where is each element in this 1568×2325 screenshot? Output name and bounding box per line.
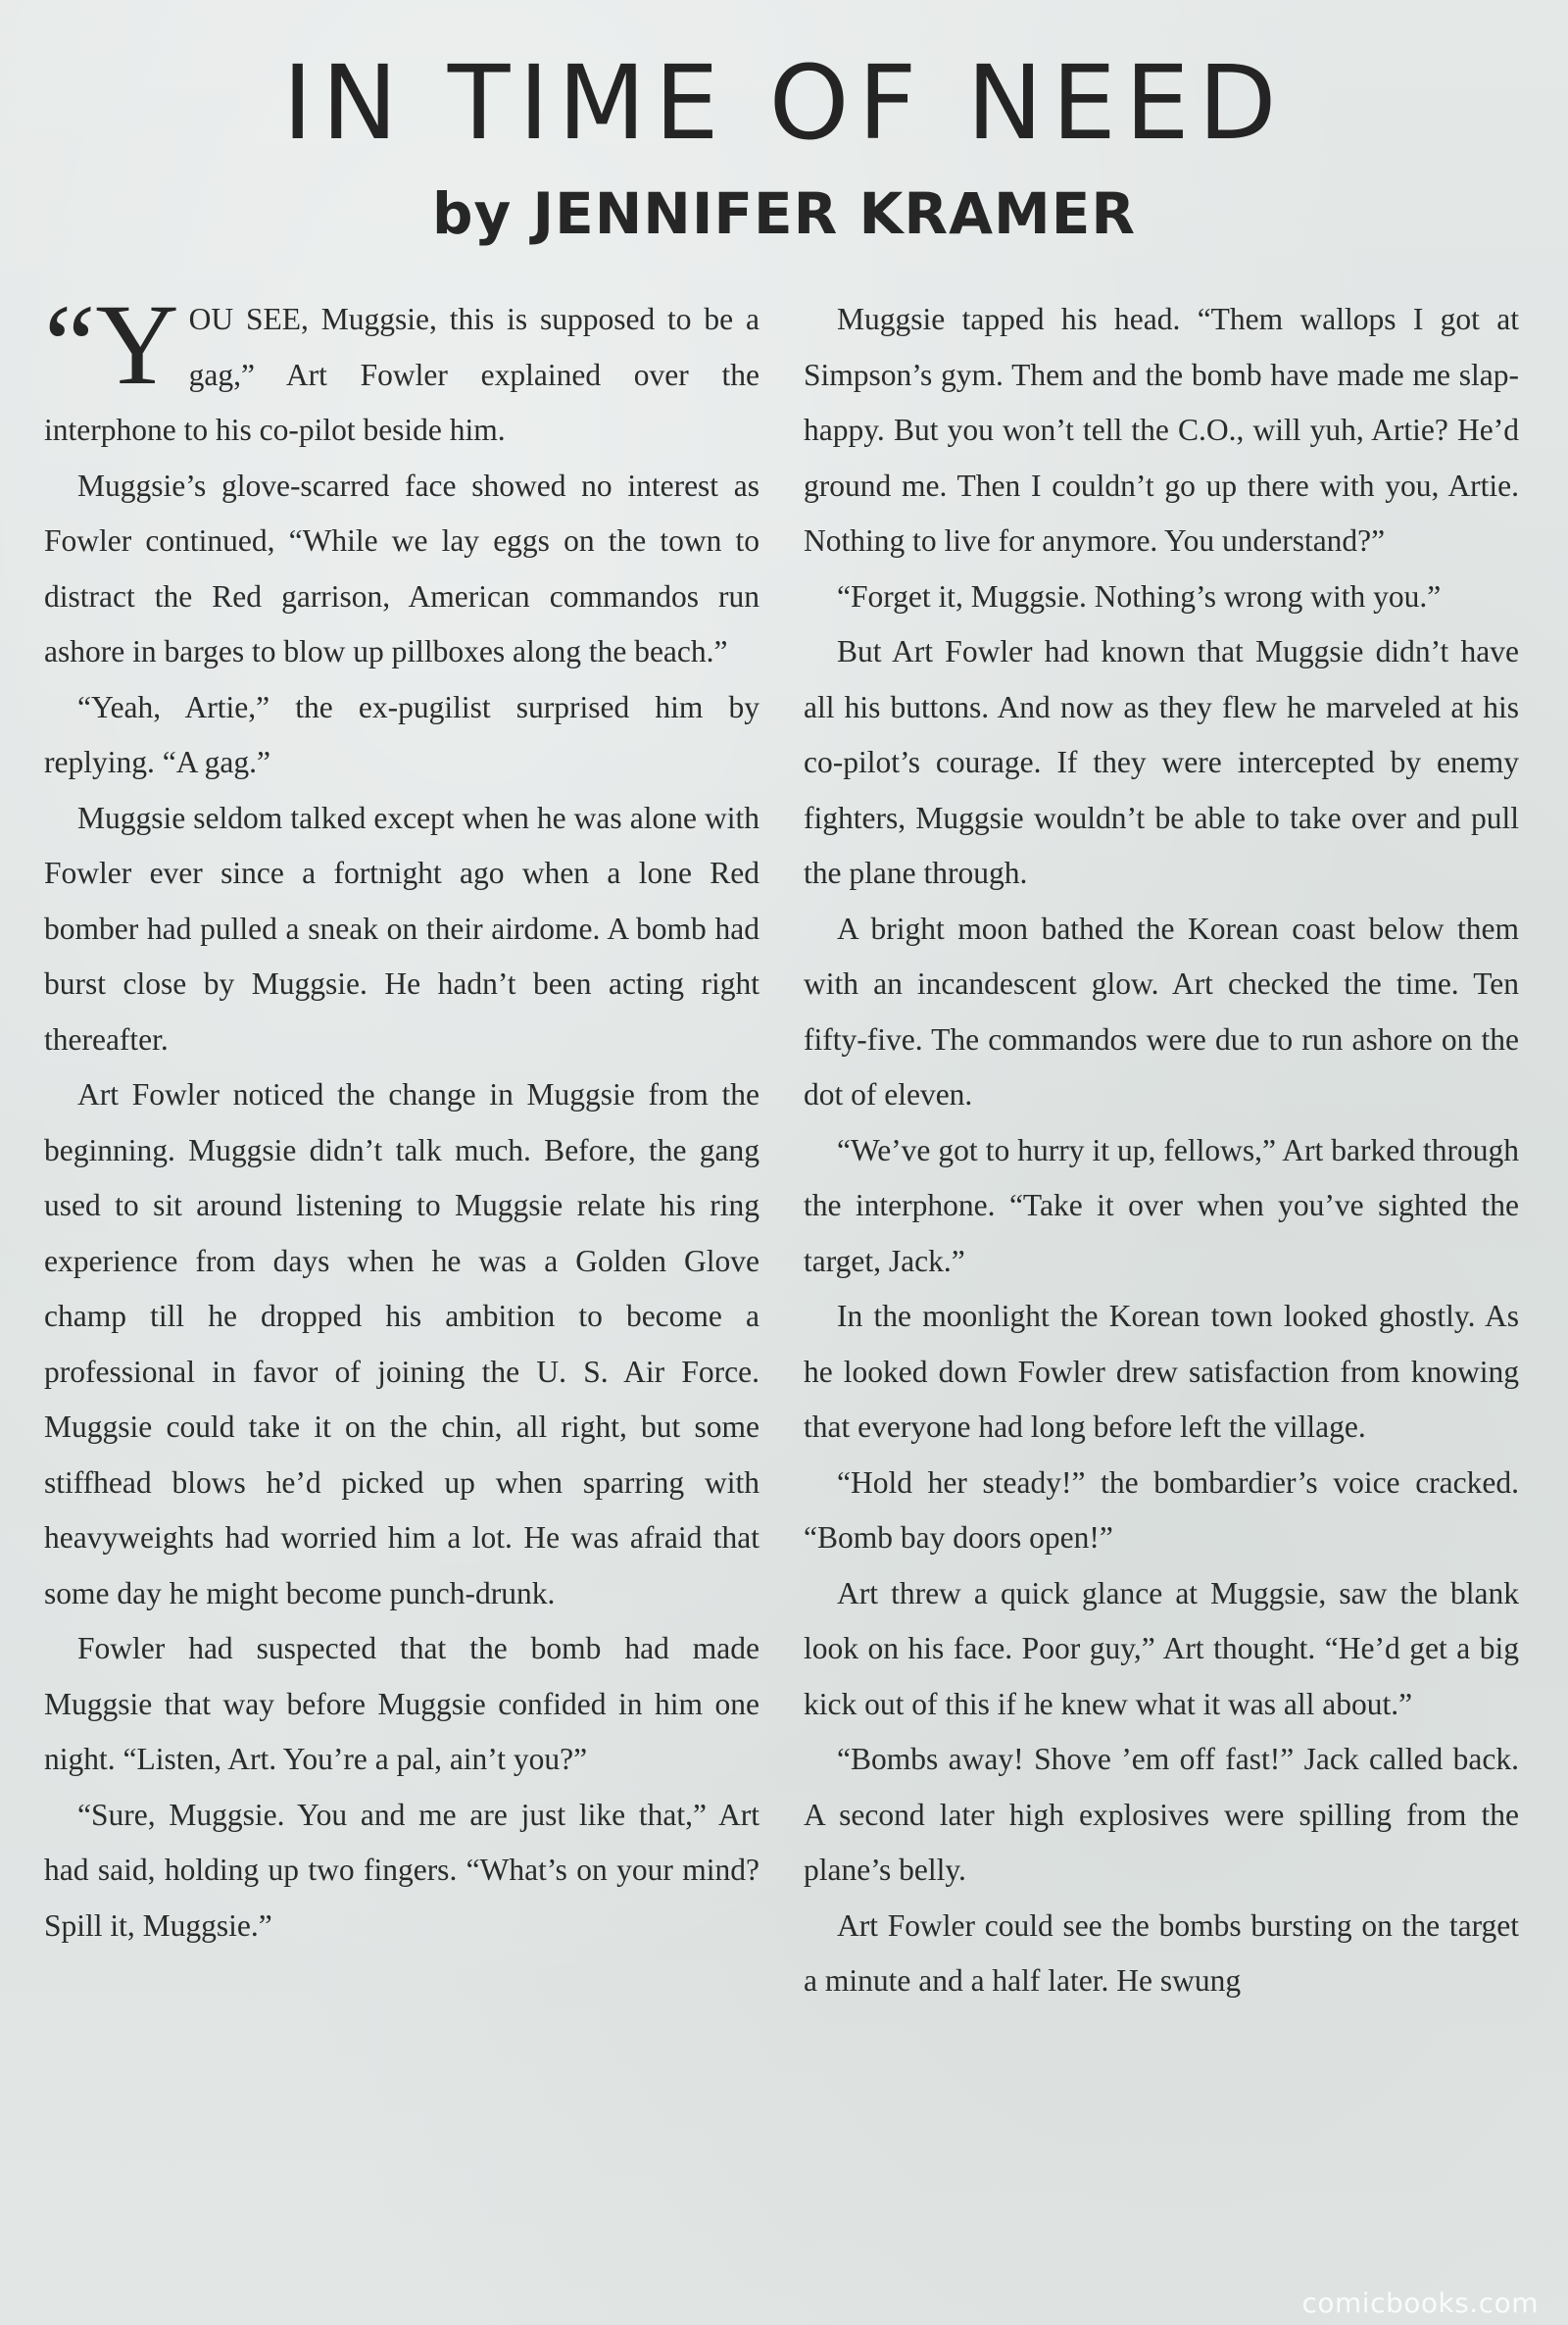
paragraph: But Art Fowler had known that Muggsie didn’t have all his buttons. And now as they flew he marveled at his co-pilot’s courage. If they were intercepted by enemy fighters, Muggsie wouldn’t be able to take over and pull the plane through. <box>804 634 1519 890</box>
paragraph: “We’ve got to hurry it up, fellows,” Art barked through the interphone. “Take it over when you’ve sighted the target, Jack.” <box>804 1132 1519 1278</box>
left-column <box>44 280 760 1954</box>
story-byline: by JENNIFER KRAMER <box>432 180 1136 247</box>
paragraph: “Yeah, Artie,” the ex-pugilist surprised him by replying. “A gag.” <box>44 689 760 779</box>
paragraph: In the moonlight the Korean town looked ghostly. As he looked down Fowler drew satisfaction from knowing that everyone had long before left the village. <box>804 1299 1519 1444</box>
paragraph: Muggsie’s glove-scarred face showed no interest as Fowler continued, “While we lay eggs on the town to distract the Red garrison, American commandos run ashore in barges to blow up pillboxes along the beach.” <box>44 468 760 668</box>
story-title: IN TIME OF NEED <box>282 43 1286 163</box>
paragraph <box>44 280 760 459</box>
paragraph: “Bombs away! Shove ’em off fast!” Jack called back. A second later high explosives were spilling from the plane’s belly. <box>804 1742 1519 1887</box>
paragraph: Art threw a quick glance at Muggsie, saw the blank look on his face. Poor guy,” Art thought. “He’d get a big kick out of this if he knew what it was all about.” <box>804 1575 1519 1721</box>
paragraph-text: OU SEE, Muggsie, this is supposed to be a gag,” Art Fowler explained over the interphone to his co-pilot beside him. <box>44 302 760 447</box>
paragraph: “Forget it, Muggsie. Nothing’s wrong with you.” <box>837 578 1442 614</box>
paragraph: A bright moon bathed the Korean coast below them with an incandescent glow. Art checked the time. Ten fifty-five. The commandos were due to run ashore on the dot of eleven. <box>804 911 1519 1112</box>
paragraph: Fowler had suspected that the bomb had made Muggsie that way before Muggsie confided in him one night. “Listen, Art. You’re a pal, ain’t you?” <box>44 1631 760 1776</box>
paragraph: Muggsie tapped his head. “Them wallops I got at Simpson’s gym. Them and the bomb have made me slap-happy. But you won’t tell the C.O., will yuh, Artie? He’d ground me. Then I couldn’t go up there with you, Artie. Nothing to live for anymore. You understand?” <box>804 302 1519 558</box>
paragraph: “Sure, Muggsie. You and me are just like that,” Art had said, holding up two fingers. “What’s on your mind? Spill it, Muggsie.” <box>44 1797 760 1943</box>
paragraph: Art Fowler could see the bombs bursting on the target a minute and a half later. He swung <box>804 1907 1519 1998</box>
drop-cap: “Y <box>44 280 179 409</box>
paragraph: “Hold her steady!” the bombardier’s voice cracked. “Bomb bay doors open!” <box>804 1464 1519 1555</box>
paragraph: Muggsie seldom talked except when he was alone with Fowler ever since a fortnight ago when a lone Red bomber had pulled a sneak on their airdome. A bomb had burst close by Muggsie. He hadn’t been acting right thereafter. <box>44 800 760 1057</box>
paragraph: Art Fowler noticed the change in Muggsie from the beginning. Muggsie didn’t talk much. Before, the gang used to sit around listening to Muggsie relate his ring experience from days when he was a Golden Glove champ till he dropped his ambition to become a professional in favor of joining the U. S. Air Force. Muggsie could take it on the chin, all right, but some stiffhead blows he’d picked up when sparring with heavyweights had worried him a lot. He was afraid that some day he might become punch-drunk. <box>44 1077 760 1610</box>
site-watermark: comicbooks.com <box>1301 2287 1539 2319</box>
right-column <box>804 292 1519 2009</box>
